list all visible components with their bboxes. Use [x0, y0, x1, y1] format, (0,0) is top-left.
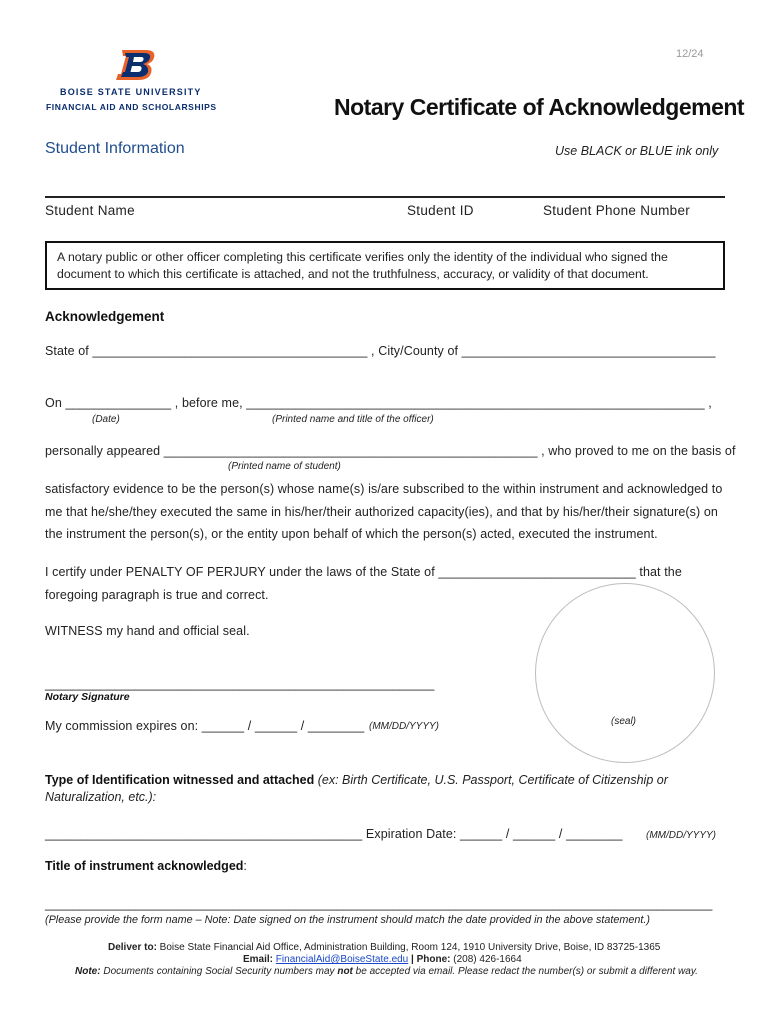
instrument-heading-colon: :: [243, 859, 247, 873]
deliver-address: Boise State Financial Aid Office, Administration Building, Room 124, 1910 University Drive, Boise, ID 83725-1365: [156, 942, 661, 953]
note-text-post: be accepted via email. Please redact the number(s) or submit a different way.: [352, 966, 698, 977]
identification-heading: [45, 773, 668, 787]
instrument-heading-text: Title of instrument acknowledged: [45, 859, 244, 873]
date-caption: (Date): [92, 414, 120, 425]
identification-field[interactable]: _____________________________________________ Expiration Date: ______ / ______ / ________: [45, 827, 623, 841]
student-name-caption: (Printed name of student): [228, 461, 341, 472]
expiration-date-format: (MM/DD/YYYY): [646, 830, 716, 841]
student-info-divider: [45, 196, 725, 198]
acknowledgement-heading: Acknowledgement: [45, 309, 165, 324]
note-text-pre: Documents containing Social Security numbers may: [100, 966, 338, 977]
student-name-label: Student Name: [45, 203, 135, 218]
notary-notice-box: A notary public or other officer completing this certificate verifies only the identity of the individual who signed the document to which this certificate is attached, and not the truthfulness, accuracy, or validity of that document.: [45, 241, 725, 290]
perjury-line[interactable]: I certify under PENALTY OF PERJURY under the laws of the State of ____________________________ that the: [45, 565, 682, 579]
appeared-line[interactable]: personally appeared _____________________________________________________ , who proved to me on the basis of: [45, 444, 736, 458]
phone-label: | Phone:: [408, 954, 451, 965]
boise-state-b-logo-icon: [116, 48, 158, 82]
page-title: Notary Certificate of Acknowledgement: [334, 94, 745, 120]
footer-note: [75, 966, 698, 977]
identification-heading-examples: (ex: Birth Certificate, U.S. Passport, Certificate of Citizenship or: [314, 773, 668, 787]
state-county-line[interactable]: State of _______________________________________ , City/County of ____________________________________: [45, 344, 716, 358]
date-officer-line[interactable]: On _______________ , before me, _________________________________________________________________ ,: [45, 396, 712, 410]
university-name: BOISE STATE UNIVERSITY: [60, 87, 202, 97]
email-link[interactable]: FinancialAid@BoiseState.edu: [275, 954, 409, 965]
footer-delivery: [108, 942, 660, 953]
document-version: 12/24: [676, 48, 704, 60]
evidence-line-1: satisfactory evidence to be the person(s) whose name(s) is/are subscribed to the within instrument and acknowledged to: [45, 482, 723, 496]
department-name: FINANCIAL AID AND SCHOLARSHIPS: [46, 102, 217, 112]
notary-seal-area: [535, 583, 715, 763]
commission-date-format: (MM/DD/YYYY): [369, 721, 439, 732]
deliver-label: Deliver to:: [108, 942, 157, 953]
perjury-line-2: foregoing paragraph is true and correct.: [45, 588, 269, 602]
footer-contact: [243, 954, 522, 965]
identification-heading-bold: Type of Identification witnessed and attached: [45, 773, 315, 787]
notary-signature-label: Notary Signature: [45, 691, 130, 703]
instrument-title-field[interactable]: ________________________________________________________________________________________________: [45, 897, 713, 911]
witness-line: WITNESS my hand and official seal.: [45, 624, 250, 638]
commission-expiry-field[interactable]: My commission expires on: ______ / ______ / ________: [45, 719, 365, 733]
evidence-line-3: the instrument the person(s), or the entity upon behalf of which the person(s) acted, executed the instrument.: [45, 527, 658, 541]
phone-number: (208) 426-1664: [450, 954, 522, 965]
email-label: Email:: [243, 954, 276, 965]
note-not: not: [337, 966, 353, 977]
instrument-note: (Please provide the form name – Note: Date signed on the instrument should match the date provided in the above statement.): [45, 914, 650, 926]
student-info-heading: Student Information: [45, 140, 185, 157]
student-id-label: Student ID: [407, 203, 474, 218]
evidence-line-2: me that he/she/they executed the same in his/her/their authorized capacity(ies), and that by his/her/their signature(s) on: [45, 505, 718, 519]
identification-heading-examples-2: Naturalization, etc.):: [45, 790, 157, 804]
student-phone-label: Student Phone Number: [543, 203, 691, 218]
seal-label: (seal): [611, 716, 637, 727]
notary-signature-field[interactable]: ________________________________________________________: [45, 677, 435, 691]
instrument-heading: [45, 859, 247, 873]
ink-instruction: Use BLACK or BLUE ink only: [555, 144, 719, 158]
officer-caption: (Printed name and title of the officer): [272, 414, 434, 425]
note-label: Note:: [75, 966, 101, 977]
